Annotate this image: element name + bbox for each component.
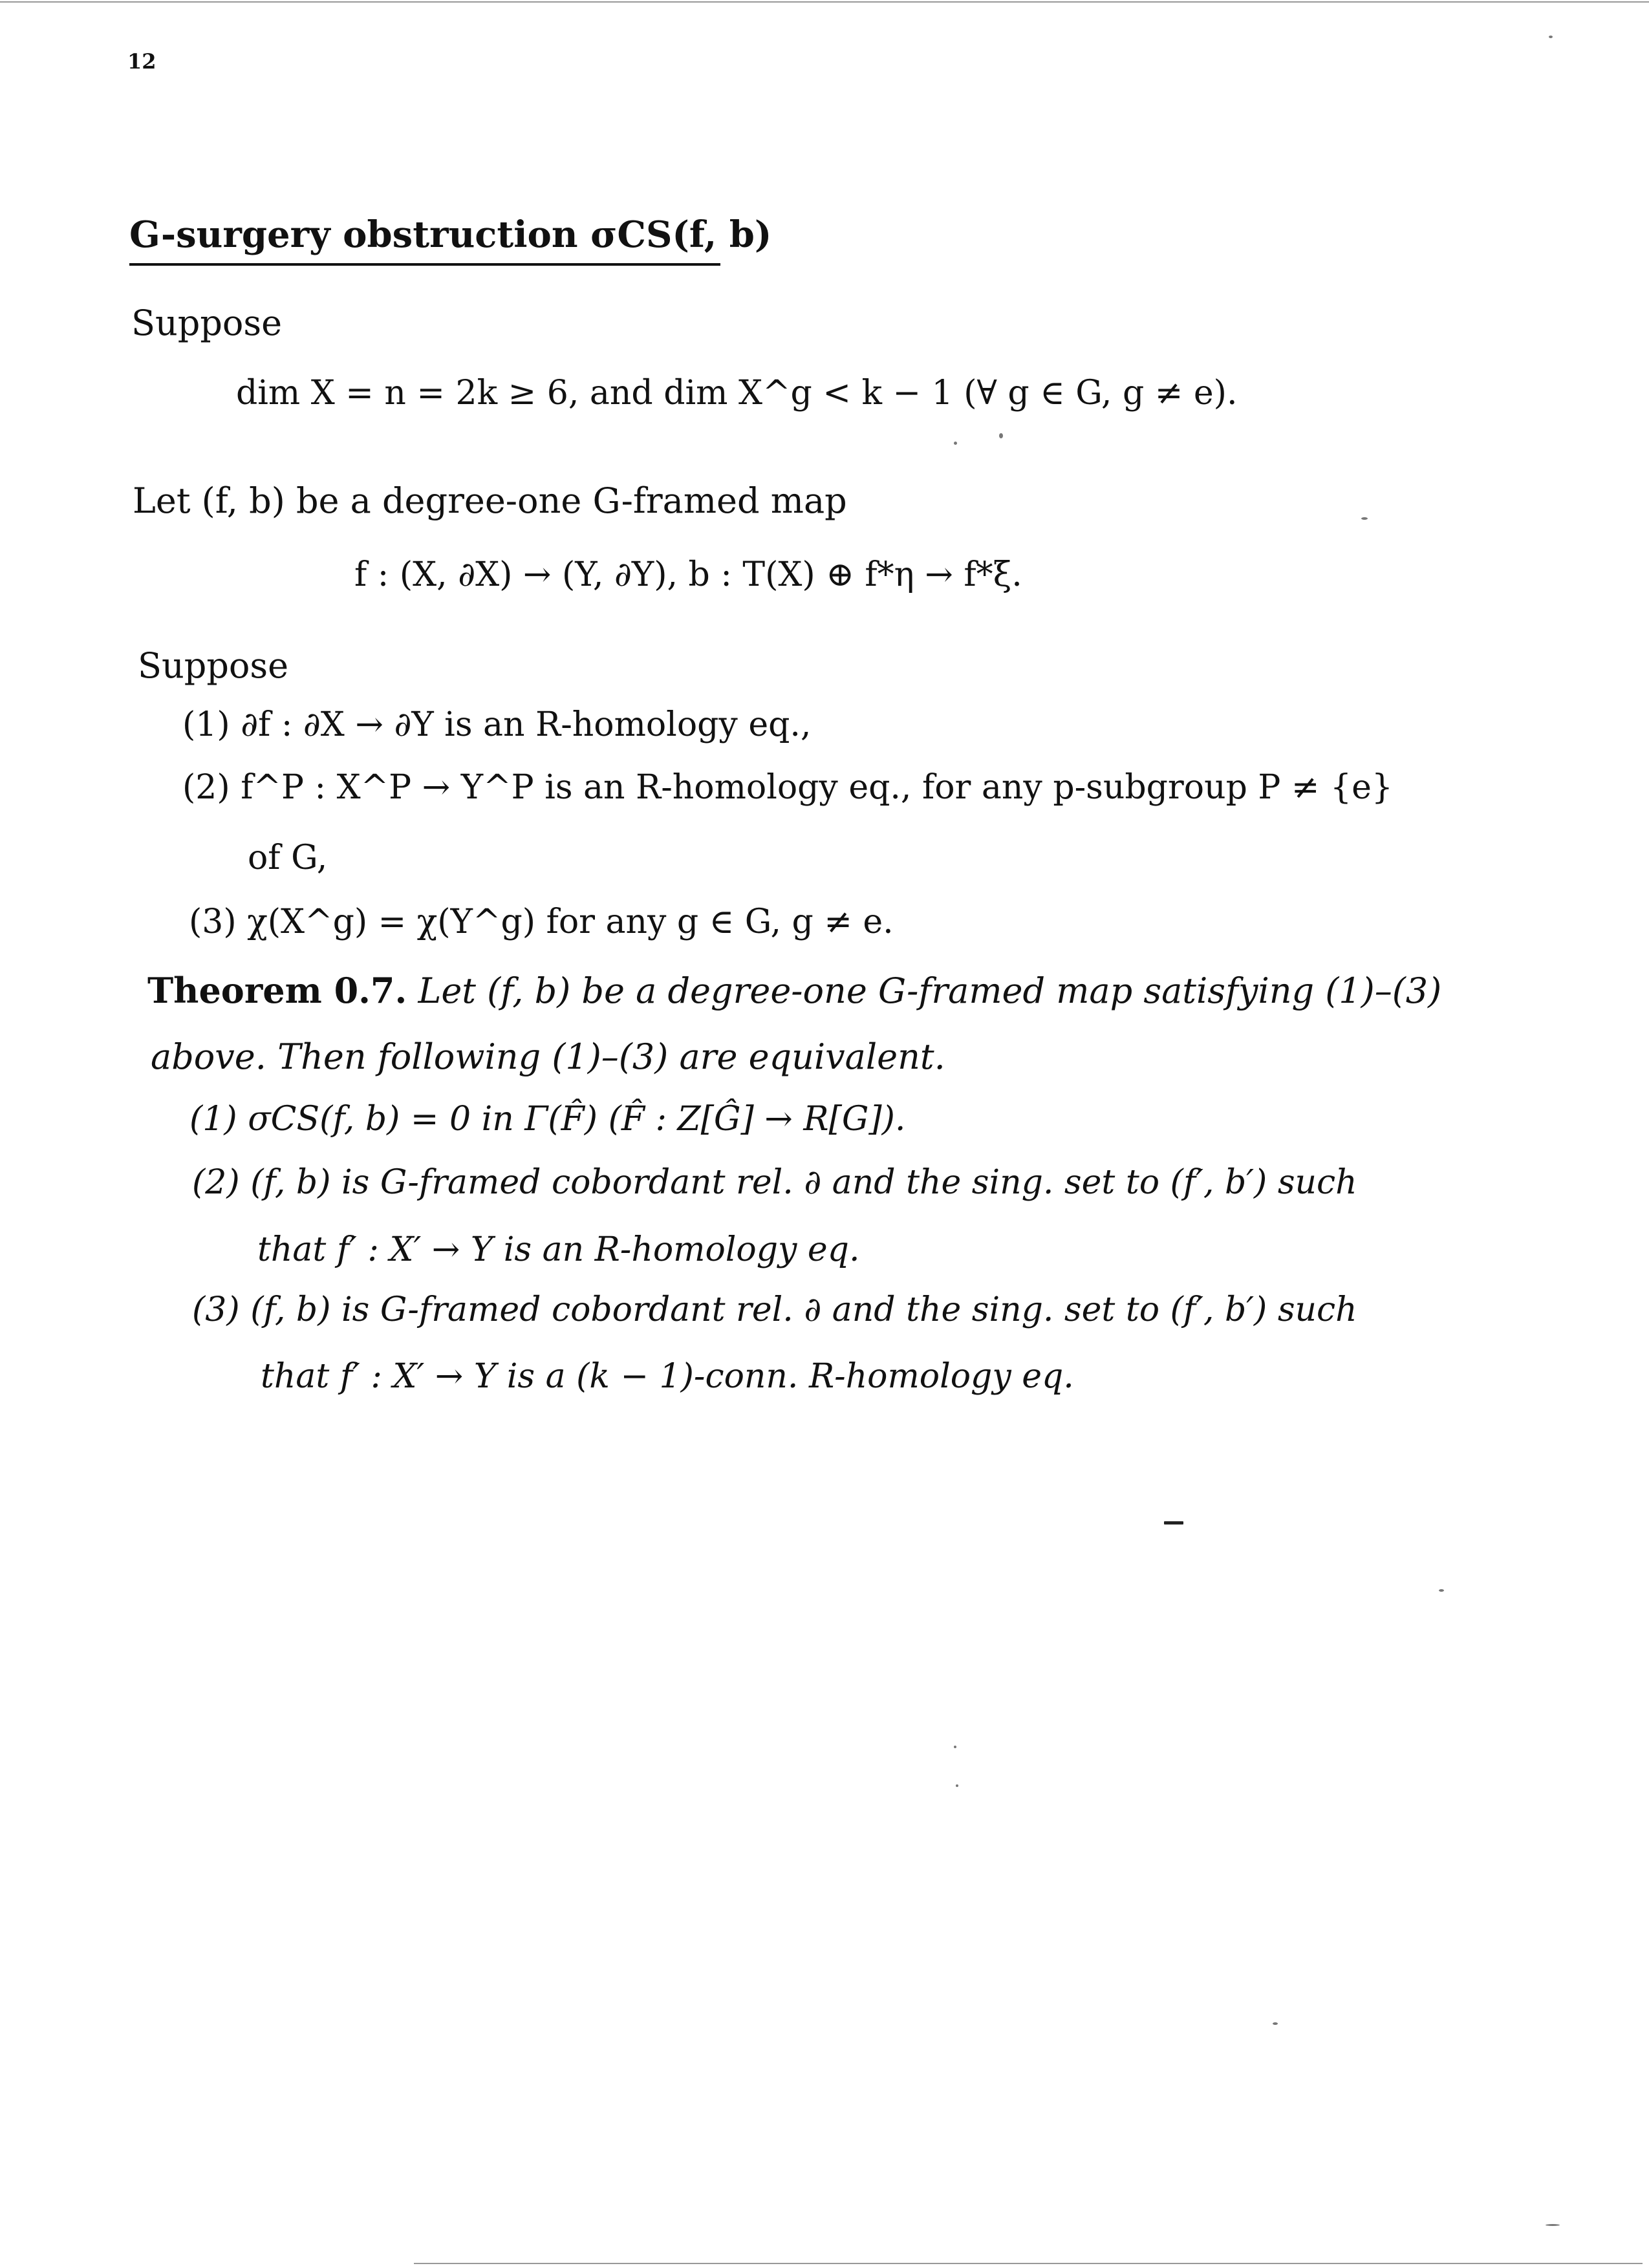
condition-2-continued: of G, (248, 839, 328, 877)
scan-speck (954, 442, 957, 445)
theorem-item-2-continued: that f′ : X′ → Y is an R-homology eq. (257, 1230, 860, 1269)
theorem-item-3: (3) (f, b) is G-framed cobordant rel. ∂ and the sing. set to (f′, b′) such (192, 1290, 1357, 1329)
theorem-statement-1: Let (f, b) be a degree-one G-framed map satisfying (1)–(3) (418, 970, 1442, 1011)
condition-1: (1) ∂f : ∂X → ∂Y is an R-homology eq., (182, 705, 812, 744)
theorem-line-1 (147, 970, 1442, 1011)
scan-speck (1439, 1589, 1444, 1592)
theorem-statement-2: above. Then following (1)–(3) are equivalent. (151, 1036, 945, 1077)
theorem-item-2: (2) (f, b) is G-framed cobordant rel. ∂ and the sing. set to (f′, b′) such (192, 1163, 1357, 1202)
theorem-label: Theorem 0.7. (147, 970, 407, 1011)
condition-2: (2) f^P : X^P → Y^P is an R-homology eq., for any p-subgroup P ≠ {e} (182, 768, 1393, 807)
scan-speck (999, 433, 1003, 438)
top-edge-rule (0, 1, 1649, 3)
scan-speck (956, 1784, 958, 1787)
dimension-condition: dim X = n = 2k ≥ 6, and dim X^g < k − 1 (∀ g ∈ G, g ≠ e). (236, 374, 1238, 412)
scan-speck (1273, 2022, 1278, 2025)
page-number: 12 (127, 49, 156, 74)
scan-speck (954, 1746, 956, 1748)
theorem-item-3-continued: that f′ : X′ → Y is a (k − 1)-conn. R-homology eq. (261, 1357, 1074, 1396)
heading-underline (129, 263, 720, 266)
scan-speck (1549, 36, 1553, 38)
condition-3: (3) χ(X^g) = χ(Y^g) for any g ∈ G, g ≠ e. (189, 903, 894, 941)
map-formula: f : (X, ∂X) → (Y, ∂Y), b : T(X) ⊕ f*η → f*ξ. (354, 555, 1022, 594)
scan-speck (1361, 517, 1368, 520)
let-statement: Let (f, b) be a degree-one G-framed map (133, 480, 847, 521)
bottom-edge-rule (414, 2263, 1643, 2264)
scan-speck (1164, 1521, 1183, 1524)
scan-speck (1546, 2224, 1560, 2226)
second-suppose: Suppose (138, 645, 289, 686)
section-heading: G-surgery obstruction σCS(f, b) (129, 213, 772, 256)
intro-suppose: Suppose (131, 303, 283, 343)
theorem-item-1: (1) σCS(f, b) = 0 in Γ(F̂) (F̂ : Z[Ĝ] → R[G]). (189, 1100, 906, 1139)
